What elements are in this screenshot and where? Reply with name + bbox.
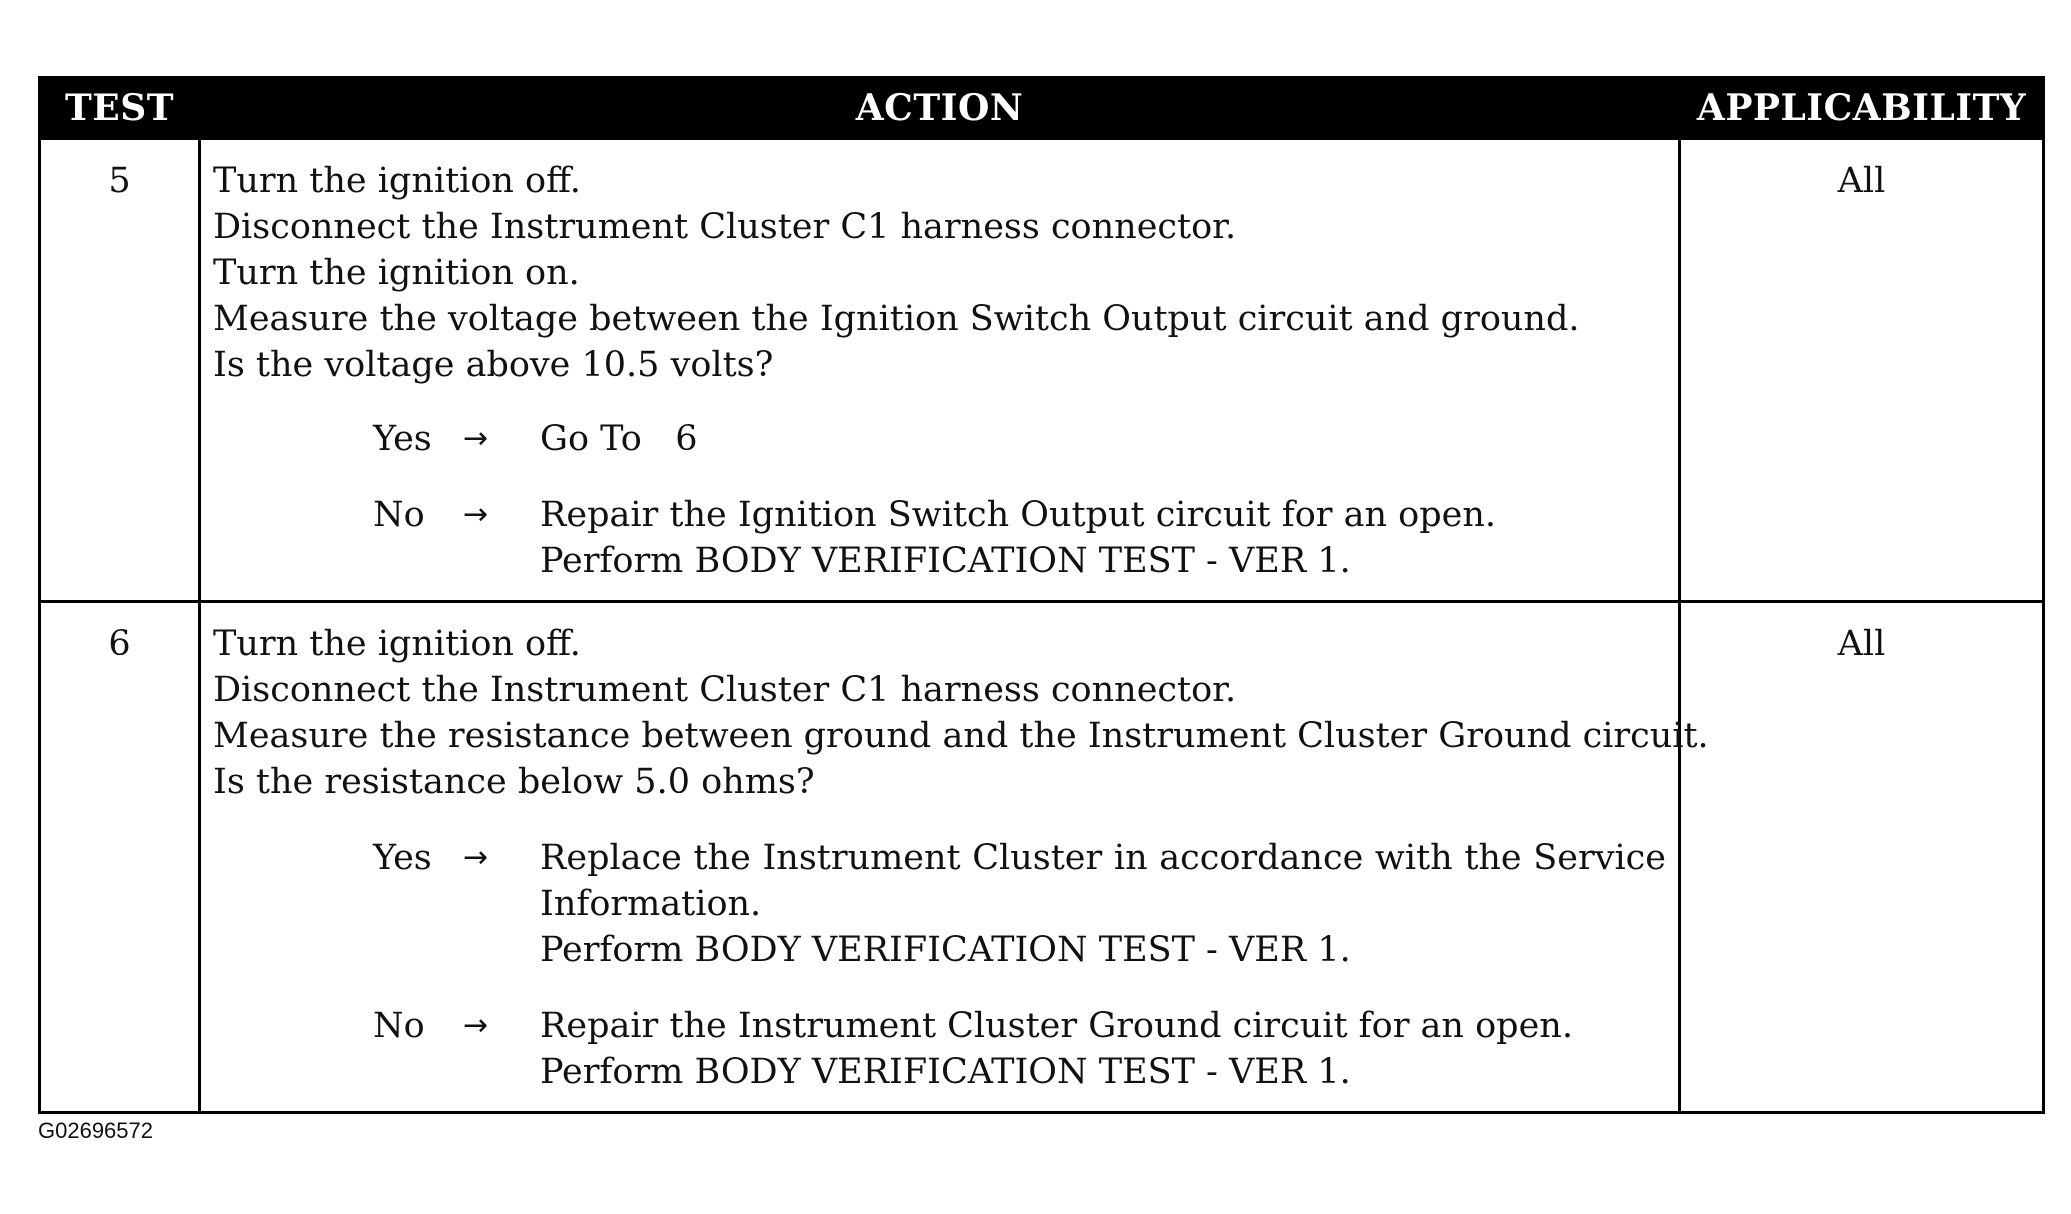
right-arrow-icon: →	[463, 840, 489, 875]
yes-result-line: Go To 6	[540, 419, 698, 459]
yes-label: Yes	[373, 838, 432, 878]
action-step: Turn the ignition on.	[213, 253, 580, 293]
no-result-line: Repair the Instrument Cluster Ground circuit for an open.	[540, 1006, 1573, 1046]
right-arrow-icon: →	[463, 1008, 489, 1043]
no-branch	[373, 492, 1666, 584]
no-branch	[373, 1003, 1666, 1095]
no-result-line: Repair the Ignition Switch Output circuit for an open.	[540, 495, 1497, 535]
right-arrow-icon: →	[463, 497, 489, 532]
no-result	[540, 492, 1666, 584]
action-step: Measure the resistance between ground and the Instrument Cluster Ground circuit.	[213, 716, 1709, 756]
table-row	[40, 602, 2044, 1113]
action-question: Is the voltage above 10.5 volts?	[213, 345, 774, 385]
no-label: No	[373, 1006, 425, 1046]
action-step: Measure the voltage between the Ignition Switch Output circuit and ground.	[213, 299, 1580, 339]
no-label: No	[373, 495, 425, 535]
right-arrow-icon: →	[463, 421, 489, 456]
test-number: 6	[40, 602, 200, 1113]
action-step: Disconnect the Instrument Cluster C1 harness connector.	[213, 207, 1237, 247]
action-step: Turn the ignition off.	[213, 161, 581, 201]
yes-result-line: Perform BODY VERIFICATION TEST - VER 1.	[540, 930, 1351, 970]
yes-result-line: Information.	[540, 884, 762, 924]
yes-result	[540, 835, 1666, 973]
table-header-row	[40, 78, 2044, 139]
header-test: TEST	[40, 78, 200, 139]
action-step: Disconnect the Instrument Cluster C1 harness connector.	[213, 670, 1237, 710]
yes-branch	[373, 835, 1666, 973]
applicability-value: All	[1680, 602, 2044, 1113]
no-result-line: Perform BODY VERIFICATION TEST - VER 1.	[540, 541, 1351, 581]
header-applicability: APPLICABILITY	[1680, 78, 2044, 139]
no-result	[540, 1003, 1666, 1095]
yes-branch	[373, 416, 1666, 462]
yes-result-line: Replace the Instrument Cluster in accordance with the Service	[540, 838, 1666, 878]
yes-label: Yes	[373, 419, 432, 459]
table-row	[40, 139, 2044, 602]
applicability-value: All	[1680, 139, 2044, 602]
test-number: 5	[40, 139, 200, 602]
diagnostic-test-table	[38, 76, 2045, 1114]
action-question: Is the resistance below 5.0 ohms?	[213, 762, 815, 802]
action-step: Turn the ignition off.	[213, 624, 581, 664]
action-cell	[200, 602, 1709, 1113]
header-action: ACTION	[200, 78, 1680, 139]
action-cell	[200, 139, 1680, 602]
yes-result	[540, 416, 1666, 462]
figure-id: G02696572	[38, 1118, 153, 1143]
no-result-line: Perform BODY VERIFICATION TEST - VER 1.	[540, 1052, 1351, 1092]
